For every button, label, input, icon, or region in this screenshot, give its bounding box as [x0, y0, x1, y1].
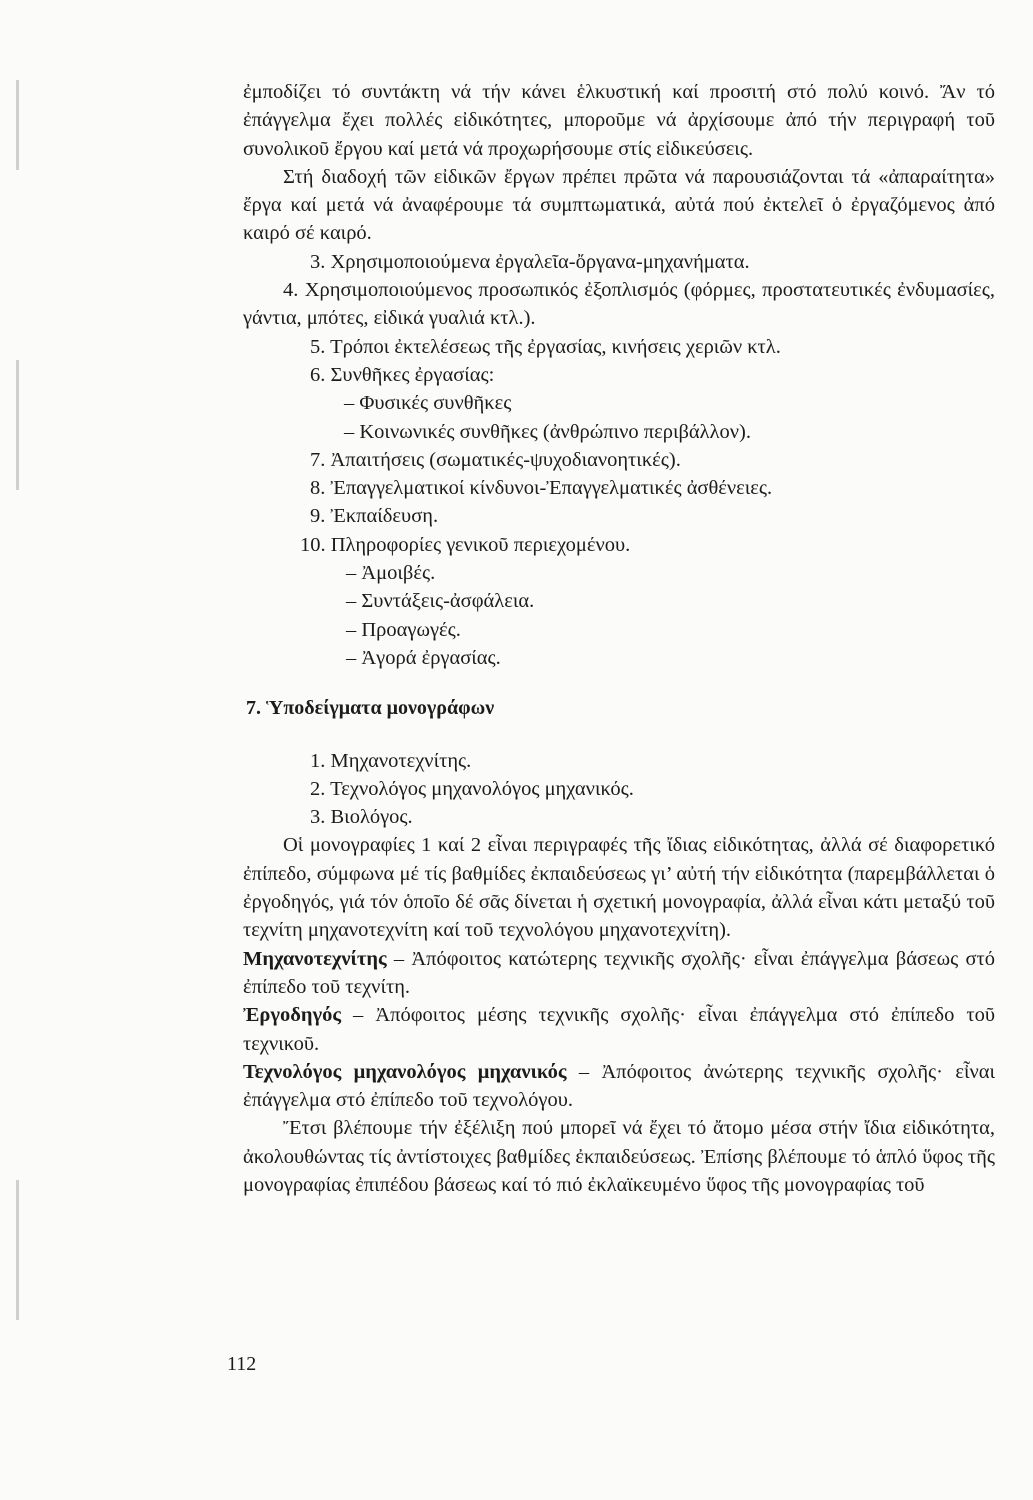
list-item: 8. Ἐπαγγελματικοί κίνδυνοι-Ἐπαγγελματικές ἀσθένειες.	[310, 477, 773, 500]
list-item: 9. Ἐκπαίδευση.	[310, 505, 439, 528]
list-item: 4. Χρησιμοποιούμενος προσωπικός ἐξοπλισμός (φόρμες, προστατευτικές ἐνδυμασίες, γάντια, μπότες, εἰδικά γυαλιά κτλ.).	[243, 279, 995, 330]
list-item: 6. Συνθῆκες ἐργασίας:	[310, 363, 495, 386]
body-paragraph: Ἔτσι βλέπουμε τήν ἐξέλιξη πού μπορεῖ νά ἔχει τό ἄτομο μέσα στήν ἴδια εἰδικότητα, ἀκολουθώντας τίς ἀντίστοιχες βαθμίδες ἐκπαιδεύσεως. Ἐπίσης βλέπουμε τό ἁπλό ὕφος τῆς μονογραφίας ἐπιπέδου βάσεως καί τό πιό ἐκλαϊκευμένο ὕφος τῆς μονογραφίας τοῦ	[243, 1117, 995, 1196]
list-subitem: – Κοινωνικές συνθῆκες (ἀνθρώπινο περιβάλλον).	[344, 420, 751, 443]
definition-term: Τεχνολόγος μηχανολόγος μηχανικός	[243, 1060, 567, 1083]
list-subitem: – Ἀμοιβές.	[346, 562, 436, 585]
list-item: 3. Χρησιμοποιούμενα ἐργαλεῖα-ὄργανα-μηχανήματα.	[310, 250, 750, 273]
intro-paragraph: Στή διαδοχή τῶν εἰδικῶν ἔργων πρέπει πρῶτα νά παρουσιάζονται τά «ἀπαραίτητα» ἔργα καί μετά νά ἀναφέρουμε τά συμπτωματικά, αὐτά πού ἐκτελεῖ ὁ ἐργαζόμενος ἀπό καιρό σέ καιρό.	[243, 165, 995, 245]
intro-paragraph: ἐμποδίζει τό συντάκτη νά τήν κάνει ἑλκυστική καί προσιτή στό πολύ κοινό. Ἄν τό ἐπάγγελμα ἔχει πολλές εἰδικότητες, μποροῦμε νά ἀρχίσουμε ἀπό τήν περιγραφή τοῦ συνολικοῦ ἔργου καί μετά νά προχωρήσουμε στίς εἰδικεύσεις.	[243, 81, 995, 160]
scan-edge-mark	[16, 1180, 19, 1320]
list-item: 1. Μηχανοτεχνίτης.	[310, 749, 472, 772]
body-paragraph: Οἱ μονογραφίες 1 καί 2 εἶναι περιγραφές τῆς ἴδιας εἰδικότητας, ἀλλά σέ διαφορετικό ἐπίπεδο, σύμφωνα μέ τίς βαθμίδες ἐκπαιδεύσεως γι’ αὐτή τήν εἰδικότητα (παρεμβάλλεται ὁ ἐργοδηγός, γιά τόν ὁποῖο δέ σᾶς δίνεται ἡ σχετική μονογραφία, ἀλλά εἶναι κάτι μεταξύ τοῦ τεχνίτη μηχανοτεχνίτη καί τοῦ τεχνολόγου μηχανοτεχνίτη).	[243, 834, 995, 942]
list-subitem: – Συντάξεις-ἀσφάλεια.	[346, 590, 535, 613]
list-item: 7. Ἀπαιτήσεις (σωματικές-ψυχοδιανοητικές).	[310, 448, 681, 471]
definition-term: Μηχανοτεχνίτης	[243, 947, 387, 970]
definition-term: Ἐργοδηγός	[243, 1004, 342, 1027]
list-item: 3. Βιολόγος.	[310, 806, 413, 829]
page-number: 112	[227, 1353, 257, 1375]
definition-text: – Ἀπόφοιτος ἀνώτερης τεχνικῆς σχολῆς· εἶναι ἐπάγγελμα στό ἐπίπεδο τοῦ τεχνολόγου.	[243, 1060, 995, 1112]
list-item: 10. Πληροφορίες γενικοῦ περιεχομένου.	[300, 533, 631, 556]
definition	[243, 1058, 995, 1115]
list-item: 2. Τεχνολόγος μηχανολόγος μηχανικός.	[310, 777, 634, 800]
list-subitem: – Ἀγορά ἐργασίας.	[346, 646, 501, 669]
definition	[243, 945, 995, 1002]
definition-text: – Ἀπόφοιτος κατώτερης τεχνικῆς σχολῆς· εἶναι ἐπάγγελμα βάσεως στό ἐπίπεδο τοῦ τεχνίτη.	[243, 947, 995, 998]
list-subitem: – Φυσικές συνθῆκες	[344, 392, 512, 415]
list-subitem: – Προαγωγές.	[346, 618, 461, 641]
scan-edge-mark	[16, 360, 19, 490]
list-item: 5. Τρόποι ἐκτελέσεως τῆς ἐργασίας, κινήσεις χεριῶν κτλ.	[310, 335, 781, 358]
definition-text: – Ἀπόφοιτος μέσης τεχνικῆς σχολῆς· εἶναι ἐπάγγελμα στό ἐπίπεδο τοῦ τεχνικοῦ.	[243, 1004, 995, 1055]
scan-edge-mark	[16, 80, 19, 170]
section-title: 7. Ὑποδείγματα μονογράφων	[246, 697, 495, 720]
page-text	[243, 78, 995, 1199]
definition	[243, 1001, 995, 1058]
